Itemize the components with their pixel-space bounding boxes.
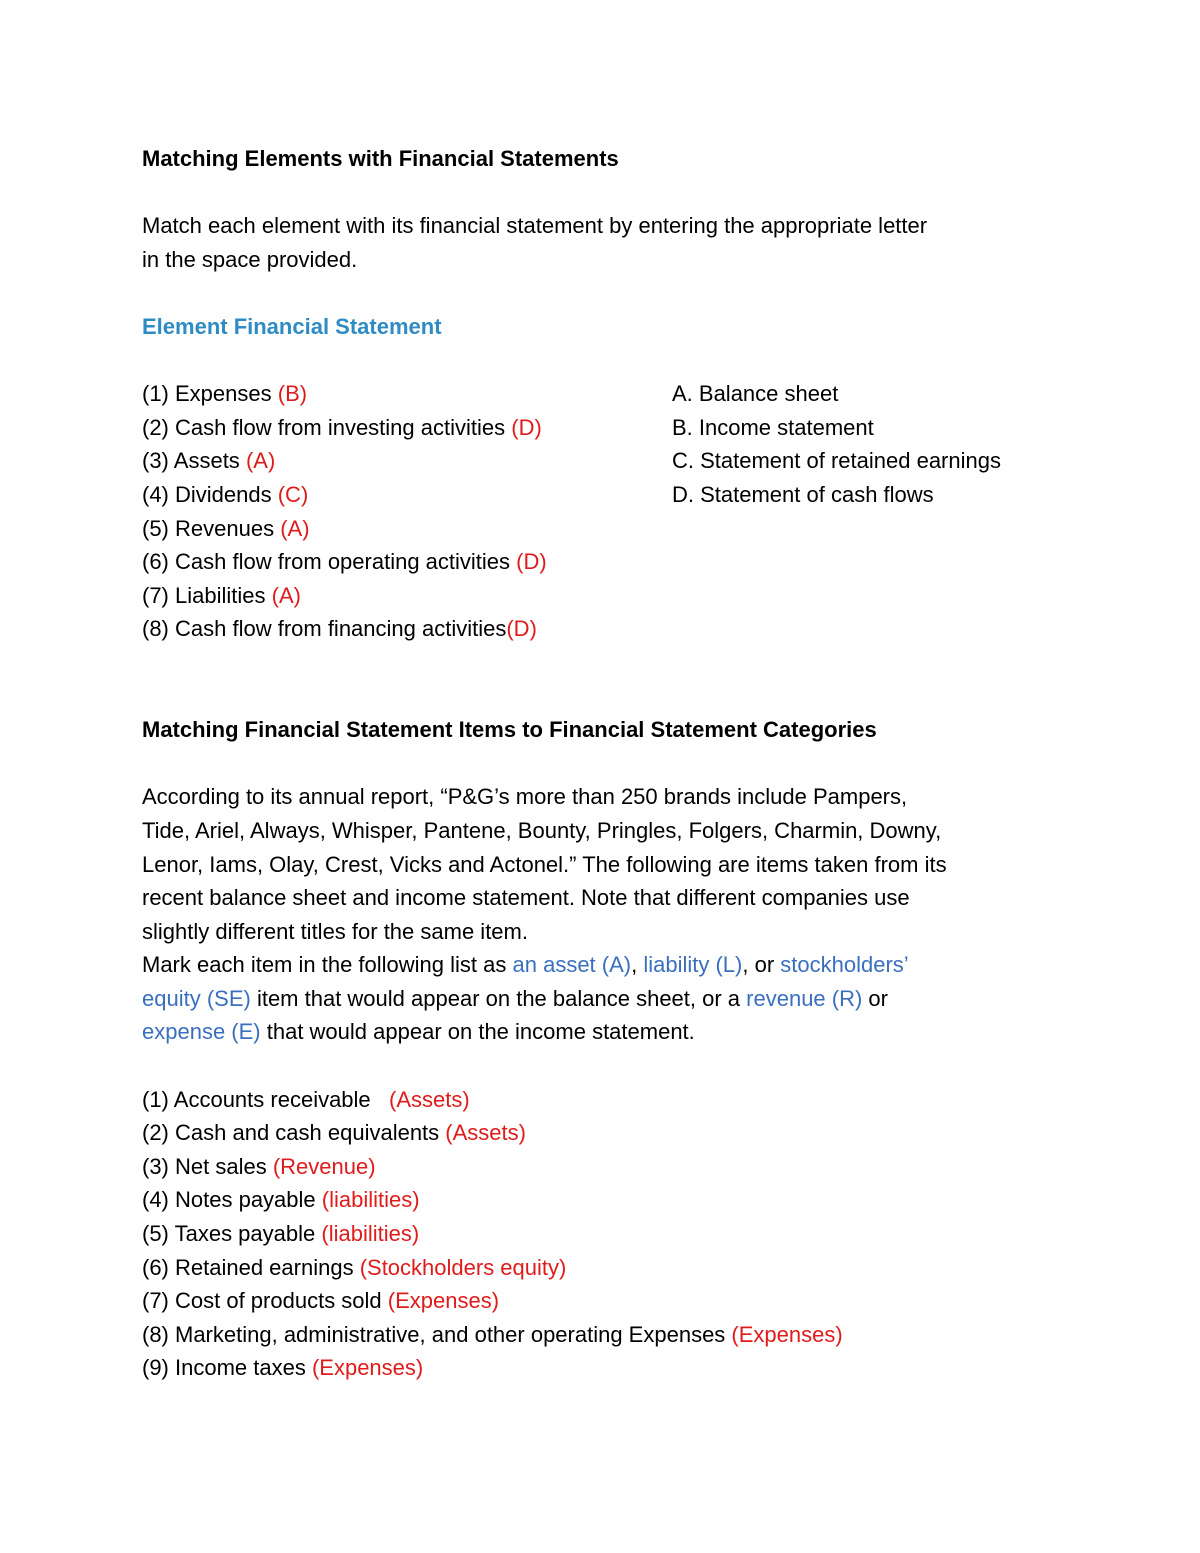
statement-option: B. Income statement xyxy=(672,414,874,440)
item-label: (4) Notes payable xyxy=(142,1187,322,1213)
matching-table xyxy=(142,377,1082,646)
instruction-line xyxy=(142,1015,1082,1049)
element-answer: (D) xyxy=(511,414,542,440)
section1-column-heading: Element Financial Statement xyxy=(142,313,442,339)
element-answer: (D) xyxy=(506,616,537,642)
list-item xyxy=(142,444,547,478)
items-list xyxy=(142,1083,1082,1385)
list-item xyxy=(142,1116,1082,1150)
item-label: (1) Accounts receivable xyxy=(142,1086,390,1112)
element-label: (6) Cash flow from operating activities xyxy=(142,549,511,575)
element-answer: (B) xyxy=(277,381,308,407)
item-label: (7) Cost of products sold xyxy=(142,1288,388,1314)
element-answer: (A) xyxy=(245,448,276,474)
item-label: (9) Income taxes xyxy=(142,1355,312,1381)
instruction-line xyxy=(142,982,1082,1016)
element-answer: (A) xyxy=(280,515,310,541)
term-liability: liability (L) xyxy=(643,952,743,978)
item-label: (2) Cash and cash equivalents xyxy=(142,1120,446,1146)
term-expense: expense (E) xyxy=(142,1019,261,1045)
list-item xyxy=(142,1083,1082,1117)
paragraph-line: Tide, Ariel, Always, Whisper, Pantene, Bounty, Pringles, Folgers, Charmin, Downy, xyxy=(142,817,942,843)
element-answer: (C) xyxy=(277,481,309,507)
instruction-text: , or xyxy=(742,952,781,978)
element-label: (2) Cash flow from investing activities xyxy=(142,414,506,440)
section1-instruction-line: in the space provided. xyxy=(142,246,358,272)
statement-option: A. Balance sheet xyxy=(672,381,839,407)
statement-option: C. Statement of retained earnings xyxy=(672,448,1001,474)
instruction-text: Mark each item in the following list as xyxy=(142,952,513,978)
instruction-text: that would appear on the income statement. xyxy=(260,1019,695,1045)
list-item xyxy=(142,579,547,613)
document-page xyxy=(142,142,1082,1385)
list-item xyxy=(142,1351,1082,1385)
element-label: (3) Assets xyxy=(142,448,240,474)
item-label: (8) Marketing, administrative, and other operating Expenses xyxy=(142,1321,732,1347)
list-item xyxy=(142,1318,1082,1352)
element-answer: (A) xyxy=(271,582,301,608)
paragraph-line: Lenor, Iams, Olay, Crest, Vicks and Actonel.” The following are items taken from its xyxy=(142,851,947,877)
item-label: (5) Taxes payable xyxy=(142,1221,322,1247)
item-answer: (Expenses) xyxy=(731,1321,843,1347)
term-stockholders-equity: equity (SE) xyxy=(142,985,251,1011)
item-answer: (liabilities) xyxy=(321,1221,420,1247)
item-answer: (Expenses) xyxy=(311,1355,424,1381)
item-answer: (Stockholders equity) xyxy=(359,1254,567,1280)
list-item xyxy=(142,377,547,411)
statement-option: D. Statement of cash flows xyxy=(672,481,934,507)
list-item xyxy=(142,1251,1082,1285)
item-answer: (Revenue) xyxy=(272,1153,376,1179)
term-asset: an asset (A) xyxy=(512,952,632,978)
element-label: (5) Revenues xyxy=(142,515,275,541)
term-stockholders-equity: stockholders’ xyxy=(780,952,909,978)
element-answer: (D) xyxy=(516,549,547,575)
list-item xyxy=(142,1183,1082,1217)
instruction-line xyxy=(142,948,1082,982)
paragraph-line: According to its annual report, “P&G’s more than 250 brands include Pampers, xyxy=(142,784,908,810)
item-label: (6) Retained earnings xyxy=(142,1254,360,1280)
term-revenue: revenue (R) xyxy=(746,985,863,1011)
list-item xyxy=(142,411,547,445)
elements-list xyxy=(142,377,547,646)
list-item xyxy=(142,1150,1082,1184)
instruction-text: , xyxy=(631,952,644,978)
item-answer: (Expenses) xyxy=(387,1288,500,1314)
list-item xyxy=(142,1217,1082,1251)
item-answer: (Assets) xyxy=(389,1086,470,1112)
list-item xyxy=(142,545,547,579)
section1-instruction-line: Match each element with its financial statement by entering the appropriate letter xyxy=(142,213,928,239)
element-label: (8) Cash flow from financing activities xyxy=(142,616,507,642)
item-answer: (Assets) xyxy=(445,1120,526,1146)
section2-title: Matching Financial Statement Items to Financial Statement Categories xyxy=(142,717,877,743)
list-item xyxy=(142,1284,1082,1318)
paragraph-line: recent balance sheet and income statement. Note that different companies use xyxy=(142,885,910,911)
list-item xyxy=(142,612,547,646)
element-label: (1) Expenses xyxy=(142,381,272,407)
item-answer: (liabilities) xyxy=(321,1187,420,1213)
instruction-text: or xyxy=(862,985,888,1011)
list-item xyxy=(142,478,547,512)
section1-title: Matching Elements with Financial Statements xyxy=(142,146,619,171)
item-label: (3) Net sales xyxy=(142,1153,273,1179)
list-item xyxy=(142,512,547,546)
section2-paragraph xyxy=(142,780,1082,1049)
statements-list xyxy=(672,377,1001,511)
instruction-text: item that would appear on the balance sheet, or a xyxy=(250,985,747,1011)
paragraph-line: slightly different titles for the same item. xyxy=(142,918,528,944)
element-label: (7) Liabilities xyxy=(142,582,266,608)
element-label: (4) Dividends xyxy=(142,481,272,507)
